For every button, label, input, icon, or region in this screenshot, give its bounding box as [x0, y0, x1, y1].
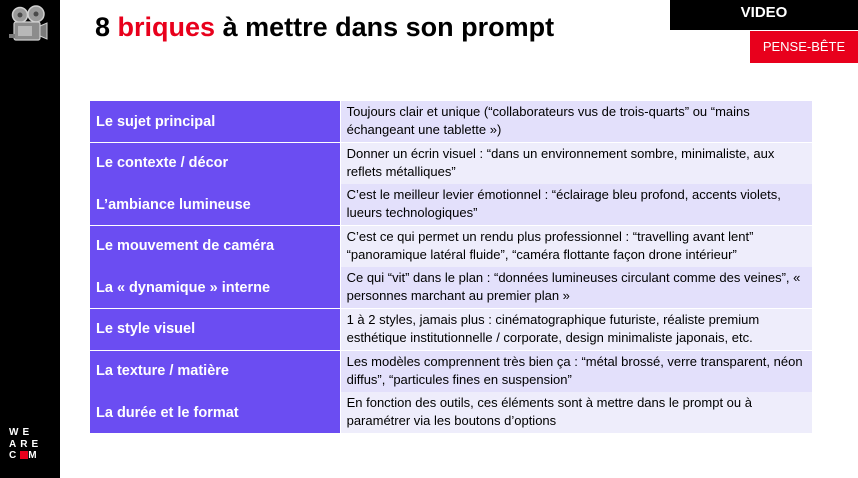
row-description: Toujours clair et unique (“collaborateurs vus de trois-quarts” ou “mains échangeant une tablette »): [341, 101, 812, 142]
table-row: [90, 309, 812, 350]
table-row: [90, 101, 812, 142]
title-accent: briques: [117, 12, 216, 42]
row-label: La durée et le format: [90, 392, 340, 433]
row-label: Le contexte / décor: [90, 143, 340, 184]
row-description: En fonction des outils, ces éléments sont à mettre dans le prompt ou à paramétrer via les boutons d’options: [341, 392, 812, 433]
row-description: 1 à 2 styles, jamais plus : cinématographique futuriste, réaliste premium esthétique institutionnelle / corporate, design minimaliste japonais, etc.: [341, 309, 812, 350]
table-row: [90, 184, 812, 225]
table-row: [90, 226, 812, 267]
table-row: [90, 392, 812, 433]
pense-bete-tag: PENSE-BÊTE: [750, 31, 858, 63]
page-title: [95, 12, 554, 43]
row-label: Le mouvement de caméra: [90, 226, 340, 267]
table-row: [90, 267, 812, 308]
row-description: Ce qui “vit” dans le plan : “données lumineuses circulant comme des veines”, « personnes marchant au premier plan »: [341, 267, 812, 308]
logo-line-2: ARE: [9, 438, 43, 450]
row-label: La texture / matière: [90, 351, 340, 392]
title-suffix: à mettre dans son prompt: [222, 12, 555, 42]
logo-line-3: [9, 450, 51, 462]
row-label: L’ambiance lumineuse: [90, 184, 340, 225]
logo-letter-m: M: [28, 450, 41, 461]
brand-logo: [9, 427, 51, 462]
row-description: C’est le meilleur levier émotionnel : “éclairage bleu profond, accents violets, lueurs technologiques”: [341, 184, 812, 225]
table-row: [90, 351, 812, 392]
row-label: Le style visuel: [90, 309, 340, 350]
row-description: C’est ce qui permet un rendu plus professionnel : “travelling avant lent” “panoramique latéral fluide”, “caméra flottante façon drone intérieur”: [341, 226, 812, 267]
row-label: Le sujet principal: [90, 101, 340, 142]
logo-line-1: WE: [9, 427, 34, 438]
table-row: [90, 143, 812, 184]
row-description: Donner un écrin visuel : “dans un environnement sombre, minimaliste, aux reflets métalliques”: [341, 143, 812, 184]
logo-letter-c: C: [9, 450, 21, 461]
sidebar: [0, 0, 60, 478]
row-description: Les modèles comprennent très bien ça : “métal brossé, verre transparent, néon diffus”, “particules fines en suspension”: [341, 351, 812, 392]
film-camera-icon: [6, 4, 50, 48]
video-tag: VIDEO: [670, 0, 858, 30]
row-label: La « dynamique » interne: [90, 267, 340, 308]
bricks-table: [90, 101, 812, 434]
title-prefix: 8: [95, 12, 111, 42]
